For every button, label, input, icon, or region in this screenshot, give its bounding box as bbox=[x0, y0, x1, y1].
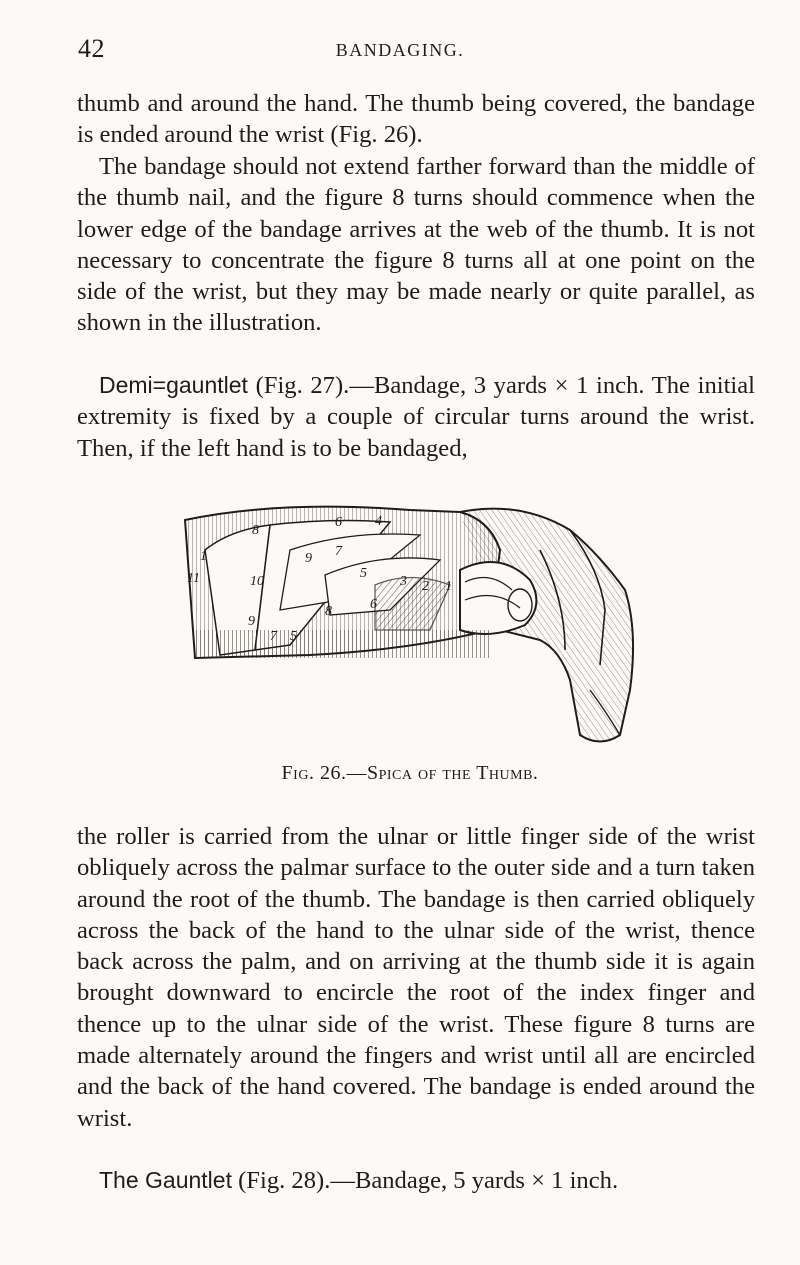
turn-label: 10 bbox=[250, 574, 264, 589]
hand-bandage-illustration bbox=[160, 490, 660, 752]
paragraph-continuation: thumb and around the hand. The thumb being covered, the bandage is ended around the wrist (Fig. 26). bbox=[77, 90, 755, 149]
turn-label: 9 bbox=[248, 614, 255, 629]
section-heading-gauntlet: The Gauntlet bbox=[99, 1167, 232, 1193]
running-head: BANDAGING. bbox=[335, 40, 465, 60]
turn-label: 9 bbox=[305, 551, 312, 566]
turn-label: 7 bbox=[335, 544, 342, 559]
section-heading-demi-gauntlet: Demi=gauntlet bbox=[99, 372, 248, 398]
turn-label: 5 bbox=[360, 566, 367, 581]
turn-label: 2 bbox=[422, 579, 429, 594]
turn-label: 4 bbox=[375, 514, 382, 529]
turn-label: 8 bbox=[252, 523, 259, 538]
paragraph-gauntlet-procedure: the roller is carried from the ulnar or little finger side of the wrist obliquely across the palmar surface to the outer side and a turn taken around the root of the thumb. The bandage is then carried obliquely across the back of the hand to the ulnar side of the wrist, thence back across the palm, and on arriving at the thumb side it is again brought downward to encircle the root of the index finger and thence up to the ulnar side of the wrist. These figure 8 turns are made alternately around the fingers and wrist until all are encircled and the back of the hand covered. The bandage is ended around the wrist. bbox=[77, 823, 755, 1132]
figure-spica-of-thumb bbox=[160, 490, 660, 752]
gauntlet-text: (Fig. 28).—Bandage, 5 yards × 1 inch. bbox=[231, 1167, 619, 1194]
turn-label: 6 bbox=[370, 597, 377, 612]
demi-gauntlet-text: (Fig. 27).—Bandage, 3 yards × 1 inch. The initial extremity is fixed by a couple of circular turns around the wrist. Then, if the left hand is to be bandaged, bbox=[77, 372, 755, 462]
turn-label: 8 bbox=[325, 604, 332, 619]
turn-label: 1 bbox=[445, 579, 452, 594]
turn-label: 7 bbox=[270, 629, 277, 644]
paragraph-spica-instructions: The bandage should not extend farther forward than the middle of the thumb nail, and the figure 8 turns should commence when the lower edge of the bandage arrives at the web of the thumb. It is not necessary to concentrate the figure 8 turns all at one point on the side of the wrist, but they may be made nearly or quite parallel, as shown in the illustration. bbox=[77, 153, 755, 337]
turn-label: 3 bbox=[400, 574, 407, 589]
turn-label: 6 bbox=[335, 515, 342, 530]
turn-label: 11 bbox=[187, 571, 200, 586]
turn-label: 5 bbox=[290, 629, 297, 644]
paragraph-demi-gauntlet bbox=[77, 370, 755, 464]
paragraph-gauntlet bbox=[77, 1165, 755, 1196]
page-number: 42 bbox=[78, 34, 105, 63]
figure-caption: Fig. 26.—Spica of the Thumb. bbox=[281, 762, 539, 784]
turn-label: 1 bbox=[200, 549, 207, 564]
